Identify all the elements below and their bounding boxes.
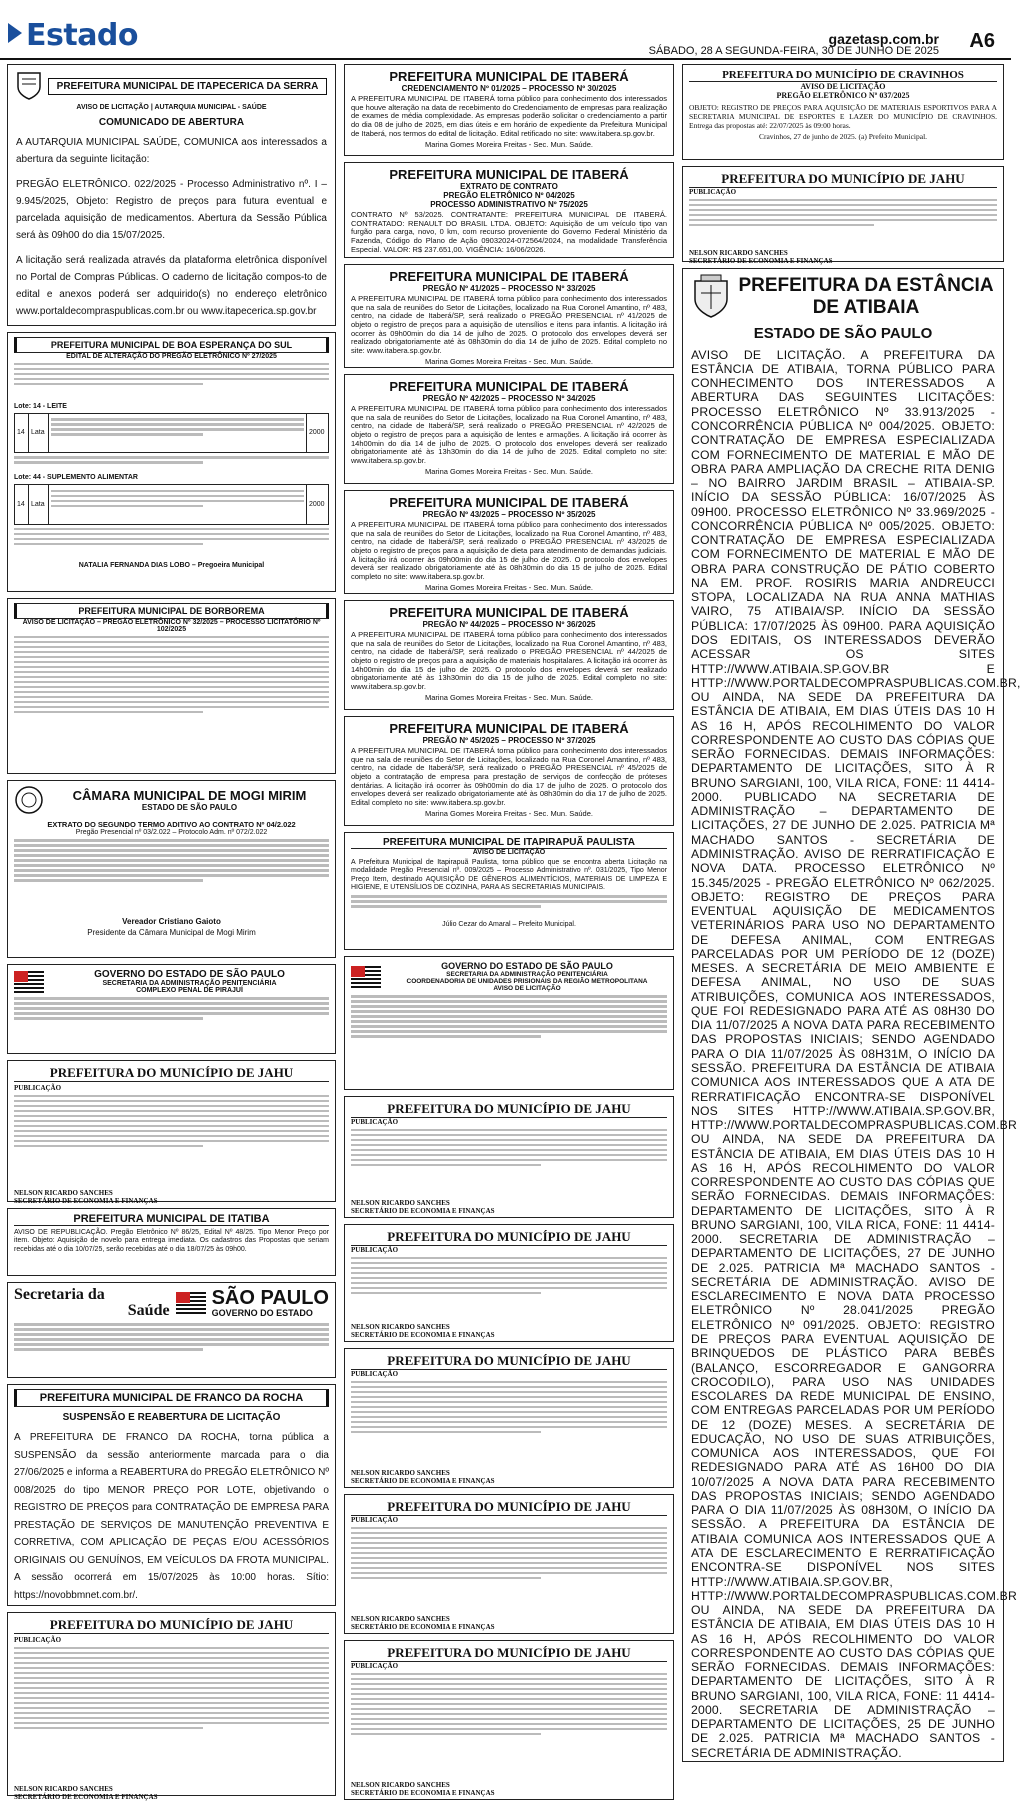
notice-signature: Marina Gomes Moreira Freitas - Sec. Mun. Saúde. xyxy=(425,467,593,477)
notice-title: PREFEITURA MUNICIPAL DE ITABERÁ xyxy=(389,167,629,182)
notice-title: PREFEITURA DO MUNICÍPIO DE JAHU xyxy=(351,1645,667,1662)
signature-name: NELSON RICARDO SANCHES xyxy=(351,1322,450,1331)
notice-label: PUBLICAÇÃO xyxy=(351,1662,399,1670)
notice-body-text: A PREFEITURA MUNICIPAL DE ITABERÁ torna público para conhecimento dos interessados que na sala de reuniões do Setor de Licitações, localizado na Rua Coronel Amantino, nº 483, centro, na cidade de Itaberá/SP, será realizado o PREGÃO PRESENCIAL nº 45/2025 de objeto a contratação de empresa para prestação de serviços de confecção de próteses dentárias. A licitação irá ocorrer às 09h00min do dia 17 de julho de 2025. O protocolo dos envelopes deverá ser realizado obrigatoriamente até às 08h30min do dia 17 de julho de 2025. Edital completo no site: www.itabera.sp.gov.br. xyxy=(351,746,667,807)
notice-title: GOVERNO DO ESTADO DE SÃO PAULO xyxy=(441,961,613,971)
notice-heading: SUSPENSÃO E REABERTURA DE LICITAÇÃO xyxy=(62,1412,281,1423)
notice-body-text xyxy=(14,1095,329,1189)
notice-title: PREFEITURA DO MUNICÍPIO DE JAHU xyxy=(14,1617,329,1634)
notice-cravinhos xyxy=(682,64,1004,160)
notice-signature: Marina Gomes Moreira Freitas - Sec. Mun. Saúde. xyxy=(425,140,593,150)
notice-label: PUBLICAÇÃO xyxy=(351,1246,399,1254)
notice-label: PUBLICAÇÃO xyxy=(351,1516,399,1524)
signature-role: Presidente da Câmara Municipal de Mogi Mirim xyxy=(87,928,256,937)
notice-secretaria-saude xyxy=(7,1282,336,1378)
notice-subtitle: AVISO DE LICITAÇÃO – PREGÃO ELETRÔNICO Nº 32/2025 – PROCESSO LICITATÓRIO Nº 102/2025 xyxy=(22,619,321,633)
notice-title: PREFEITURA DO MUNICÍPIO DE JAHU xyxy=(351,1101,667,1118)
flag-icon xyxy=(351,966,381,988)
notice-subtitle: PREGÃO Nº 43/2025 – PROCESSO Nº 35/2025 xyxy=(422,510,596,519)
header-rule xyxy=(0,58,1011,60)
notice-subtitle-2: COORDENADORIA DE UNIDADES PRISIONAIS DA REGIÃO METROPOLITANA xyxy=(406,978,648,985)
notice-title: PREFEITURA DO MUNICÍPIO DE JAHU xyxy=(351,1229,667,1246)
notice-title: PREFEITURA MUNICIPAL DE BORBOREMA xyxy=(14,603,329,619)
saude-label: Saúde xyxy=(127,1302,170,1319)
notice-body-text xyxy=(14,636,329,764)
table-row xyxy=(15,413,329,453)
notice-jahu xyxy=(344,1640,674,1800)
lote-2-label: Lote: 44 - SUPLEMENTO ALIMENTAR xyxy=(14,474,138,481)
notice-body-text xyxy=(351,1527,667,1615)
notice-franco-da-rocha xyxy=(7,1384,336,1606)
signature-role: SECRETÁRIO DE ECONOMIA E FINANÇAS xyxy=(689,256,833,265)
notice-title: PREFEITURA MUNICIPAL DE ITABERÁ xyxy=(389,69,629,84)
notice-signature: Marina Gomes Moreira Freitas - Sec. Mun. Saúde. xyxy=(425,357,593,367)
notice-signature: Júlio Cezar do Amaral – Prefeito Municipal. xyxy=(442,921,576,929)
notice-body-text xyxy=(351,1257,667,1323)
page-number: A6 xyxy=(969,30,995,52)
notice-itapecerica xyxy=(7,64,336,326)
signature-role: SECRETÁRIO DE ECONOMIA E FINANÇAS xyxy=(351,1206,495,1215)
items-table-2 xyxy=(14,484,329,525)
notice-body-text: A Prefeitura Municipal de Itapirapuã Paulista, torna público que se encontra aberta Licitação na modalidade Pregão Presencial nº. 009/2025 – Processo Administrativo nº. 031/2025, Tipo Menor Preço Item, destinado AQUISIÇÃO DE GÊNEROS ALIMENTÍCIOS, MATERIAIS DE LIMPEZA E HIGIENE, E UTENSÍLIOS DE COZINHA, PARA AS SECRETARIAS MUNICIPAIS. xyxy=(351,859,667,892)
notice-label: PUBLICAÇÃO xyxy=(14,1084,62,1092)
notice-jahu xyxy=(682,166,1004,265)
notice-itabera xyxy=(344,600,674,710)
column-1 xyxy=(7,64,336,1802)
notice-subtitle: SECRETARIA DA ADMINISTRAÇÃO PENITENCIÁRIA xyxy=(102,980,277,987)
notice-subtitle-2: PREGÃO ELETRÔNICO Nº 037/2025 xyxy=(776,91,910,100)
notice-body-text xyxy=(689,199,997,249)
notice-itabera xyxy=(344,64,674,156)
notice-body-text: A PREFEITURA MUNICIPAL DE ITABERÁ torna público para conhecimento dos interessados que na sala de reuniões do Setor de Licitações, localizado na Rua Coronel Amantino, nº 483, centro, na cidade de Itaberá/SP, será realizado o PREGÃO PRESENCIAL nº 43/2025 de objeto o registro de preços para a aquisição de dieta para atendimento de demandas judiciais. A licitação irá ocorrer às 09h00min do dia 15 de julho de 2025. O protocolo dos envelopes deverá ser realizado obrigatoriamente até às 08h30min do dia 15 de julho de 2025. Edital completo no site: www.itabera.sp.gov.br. xyxy=(351,520,667,581)
notice-title: PREFEITURA MUNICIPAL DE ITABERÁ xyxy=(389,721,629,736)
flag-icon xyxy=(176,1292,206,1314)
notice-body-text: A PREFEITURA DE FRANCO DA ROCHA, torna pública a SUSPENSÃO da sessão anteriormente marcada para o dia 27/06/2025 e informa a REABERTURA do PREGÃO ELETRÔNICO Nº 008/2025 do tipo MENOR PREÇO POR LOTE, objetivando o REGISTRO DE PREÇOS para CONTRATAÇÃO DE EMPRESA PARA PRESTAÇÃO DE SERVIÇOS DE MANUTENÇÃO PREVENTIVA E CORRETIVA, COM APLICAÇÃO DE PEÇAS E/OU ACESSÓRIOS ORIGINAIS OU GENUÍNOS, EM VEÍCULOS DA FROTA MUNICIPAL. A sessão ocorrerá em 15/07/2025 às 10:00 horas. Sítio: https://novobbmnet.com.br/. xyxy=(14,1432,329,1601)
notice-body-text xyxy=(14,997,329,1043)
notice-body-text: AVISO DE REPUBLICAÇÃO. Pregão Eletrônico Nº 86/25, Edital Nº 48/25. Tipo Menor Preço por item. Objeto: Aquisição de novelo para entrega imediata. Os cadastros das Propostas que seriam recebidas até o dia 10/07/25, serão recebidas até o dia 18/07/25 às 09h00. xyxy=(14,1229,329,1253)
section-title xyxy=(8,18,138,53)
notice-subtitle: SECRETARIA DA ADMINISTRAÇÃO PENITENCIÁRIA xyxy=(446,971,608,978)
notice-subtitle: PREGÃO Nº 45/2025 – PROCESSO Nº 37/2025 xyxy=(422,736,596,745)
seal-icon xyxy=(14,785,44,815)
notice-borborema xyxy=(7,598,336,774)
notice-heading: COMUNICADO DE ABERTURA xyxy=(98,117,245,128)
notice-body-text: CONTRATO Nº 53/2025. CONTRATANTE: PREFEITURA MUNICIPAL DE ITABERÁ. CONTRATADO: RENAULT DO BRASIL LTDA. OBJETO: Aquisição de um veículo tipo van furgão para carga, novo, 0 km, com recurso proveniente do Governo Federal Ministério da Fazenda, Código do Plano de Ação 09032024-072564/2024, na modalidade Transferência Especial. VALOR: R$ 237.651,00. VIGÊNCIA: 16/06/2026. xyxy=(351,210,667,254)
notice-subtitle: CREDENCIAMENTO Nº 01/2025 – PROCESSO Nº 30/2025 xyxy=(401,84,617,93)
sp-label: SÃO PAULO xyxy=(211,1287,329,1309)
signature-role: SECRETÁRIO DE ECONOMIA E FINANÇAS xyxy=(351,1476,495,1485)
secretaria-label: Secretaria da xyxy=(14,1286,105,1303)
notice-title: PREFEITURA MUNICIPAL DE BOA ESPERANÇA DO SUL xyxy=(14,337,329,353)
notice-label: PUBLICAÇÃO xyxy=(689,188,737,196)
notice-signature: NATALIA FERNANDA DIAS LOBO – Pregoeira Municipal xyxy=(78,561,265,569)
notice-body-text xyxy=(351,1673,667,1781)
notice-subtitle: EDITAL DE ALTERAÇÃO DO PREGÃO ELETRÔNICO Nº 27/2025 xyxy=(66,353,277,360)
notice-body-text xyxy=(14,363,329,403)
notice-body-text: OBJETO: REGISTRO DE PREÇOS PARA AQUISIÇÃO DE MATERIAIS ESPORTIVOS PARA A SECRETARIA MUNICIPAL DE ESPORTES E LAZER DO MUNICÍPIO DE CRAVINHOS. Entrega das propostas até: 22/07/2025 às 09:00 horas. xyxy=(689,103,997,130)
notice-body-text xyxy=(14,1323,329,1375)
notice-mogi-mirim xyxy=(7,780,336,958)
notice-subtitle: ESTADO DE SÃO PAULO xyxy=(753,324,933,342)
notice-governo-cda xyxy=(344,956,674,1090)
notice-body-text xyxy=(351,995,667,1073)
signature-role: SECRETÁRIO DE ECONOMIA E FINANÇAS xyxy=(351,1330,495,1339)
section-label: Estado xyxy=(26,18,139,53)
notice-body-text: AVISO DE LICITAÇÃO. A PREFEITURA DA ESTÂNCIA DE ATIBAIA, TORNA PÚBLICO PARA CONHECIMENTO DOS INTERESSADOS A ABERTURA DAS SEGUINTES LICITAÇÕES: PROCESSO ELETRÔNICO Nº 33.913/2025 - CONCORRÊNCIA PÚBLICA Nº 004/2025. OBJETO: CONTRATAÇÃO DE EMPRESA ESPECIALIZADA COM FORNECIMENTO DE MATERIAL E MÃO DE OBRA PARA AMPLIAÇÃO DA CRECHE RITA DENIG – NO BAIRRO JARDIM BRASIL – ATIBAIA-SP. INÍCIO DA SESSÃO PÚBLICA: 16/07/2025 ÀS 09H00. PROCESSO ELETRÔNICO Nº 33.969/2025 - CONCORRÊNCIA PÚBLICA Nº 005/2025. OBJETO: CONTRATAÇÃO DE EMPRESA ESPECIALIZADA COM FORNECIMENTO DE MATERIAL E MÃO DE OBRA PARA CONSTRUÇÃO DE PÁTIO COBERTO NA EM. PROF. ROSIRIS MARIA ANDREUCCI STOPA, LOCALIZADA NA RUA ANNA MATHIAS VAIRO, 75 ATIBAIA/SP. INÍCIO DA SESSÃO PÚBLICA: 17/07/2025 ÀS 09H00. PARA AQUISIÇÃO DOS EDITAIS, OS INTERESSADOS DEVERÃO ACESSAR OS SITES HTTP://WWW.ATIBAIA.SP.GOV.BR E HTTP://WWW.PORTALDECOMPRASPUBLICAS.COM.BR, OU AINDA, NA SEDE DA PREFEITURA DA ESTÂNCIA DE ATIBAIA, EM DIAS ÚTEIS DAS 10 H AS 16 H, APÓS RECOLHIMENTO DO VALOR CORRESPONDENTE AO CUSTO DAS CÓPIAS QUE SERÃO FORNECIDAS. DEMAIS INFORMAÇÕES: DEPARTAMENTO DE LICITAÇÕES, SITO À R BRUNO SARGIANI, 100, VILA RICA, FONE: 11 4414-2000. PUBLICADO NA SECRETARIA DE ADMINISTRAÇÃO – DEPARTAMENTO DE LICITAÇÕES, 27 DE JUNHO DE 2.025. PATRICIA Mª MACHADO SANTOS - SECRETÁRIA DE ADMINISTRAÇÃO. AVISO DE RERRATIFICAÇÃO E NOVA DATA. PROCESSO ELETRÔNICO Nº 15.345/2025 - PREGÃO ELETRÔNICO Nº 062/2025. OBJETO: REGISTRO DE PREÇOS PARA EVENTUAL AQUISIÇÃO DE MEDICAMENTOS VETERINÁRIOS PARA USO NO DEPARTAMENTO DE DEFESA ANIMAL, COM ENTREGAS PARCELADAS POR UM PERÍODO DE 12 (DOZE) MESES. A SECRETÁRIA DE MEIO AMBIENTE E DEFESA ANIMAL, NO USO DE SUAS ATRIBUIÇÕES, COMUNICA AOS INTERESSADOS, QUE FOI REDESIGNADO PARA ATÉ AS 08H30 DO DIA 11/07/2025 A NOVA DATA PARA RECEBIMENTO DAS PROPOSTAS INICIAIS; SENDO AGENDADO PARA O DIA 11/07/2025 ÀS 08H31M, O INÍCIO DA SESSÃO. PREFEITURA DA ESTÂNCIA DE ATIBAIA COMUNICA AOS INTERESSADOS QUE A ATA DE RERRATIFICAÇÃO ENCONTRA-SE DISPONÍVEL NOS SITES HTTP://WWW.ATIBAIA.SP.GOV.BR, HTTP://WWW.PORTALDECOMPRASPUBLICAS.COM.BR OU AINDA, NA SEDE DA PREFEITURA DA ESTÂNCIA DE ATIBAIA, EM DIAS ÚTEIS DAS 10 H AS 16 H, APÓS RECOLHIMENTO DO VALOR CORRESPONDENTE AO CUSTO DAS CÓPIAS QUE SERÃO FORNECIDAS. DEMAIS INFORMAÇÕES: DEPARTAMENTO DE LICITAÇÕES, SITO À R BRUNO SARGIANI, 100, VILA RICA, FONE: 11 4414-2000. SECRETARIA DE ADMINISTRAÇÃO – DEPARTAMENTO DE LICITAÇÕES, 27 DE JUNHO DE 2.025. PATRICIA Mª MACHADO SANTOS - SECRETÁRIA DE ADMINISTRAÇÃO. AVISO DE ESCLARECIMENTO E NOVA DATA PROCESSO ELETRÔNICO Nº 28.041/2025 PREGÃO ELETRÔNICO Nº 091/2025. OBJETO: REGISTRO DE PREÇOS PARA EVENTUAL AQUISIÇÃO DE BRINQUEDOS DE PLÁSTICO PARA BEBÊS (BALANÇO, ESCORREGADOR E GANGORRA CROCODILO), PARA USO NAS UNIDADES ESCOLARES DA REDE MUNICIPAL DE ENSINO, COM ENTREGAS PARCELADAS POR UM PERÍODO DE 12 (DOZE) MESES. A SECRETÁRIA DE EDUCAÇÃO, NO USO DE SUAS ATRIBUIÇÕES, COMUNICA AOS INTERESSADOS, QUE FOI REDESIGNADO PARA ATÉ AS 16H00 DO DIA 10/07/2025 A NOVA DATA PARA RECEBIMENTO DAS PROPOSTAS INICIAIS; SENDO AGENDADO PARA O DIA 11/07/2025 ÀS 08H30M, O INÍCIO DA SESSÃO. A PREFEITURA DA ESTÂNCIA DE ATIBAIA COMUNICA AOS INTERESSADOS QUE A ATA DE ESCLARECIMENTO E RERRATIFICAÇÃO ENCONTRA-SE DISPONÍVEL NOS SITES HTTP://WWW.ATIBAIA.SP.GOV.BR, HTTP://WWW.PORTALDECOMPRASPUBLICAS.COM.BR OU AINDA, NA SEDE DA PREFEITURA DA ESTÂNCIA DE ATIBAIA, EM DIAS ÚTEIS DAS 10 H AS 16 H, APÓS RECOLHIMENTO DO VALOR CORRESPONDENTE AO CUSTO DAS CÓPIAS QUE SERÃO FORNECIDAS. DEMAIS INFORMAÇÕES: DEPARTAMENTO DE LICITAÇÕES, SITO À R BRUNO SARGIANI, 100, VILA RICA, FONE: 11 4414-2000. SECRETARIA DE ADMINISTRAÇÃO – DEPARTAMENTO DE LICITAÇÕES, 25 DE JUNHO DE 2.025. PATRICIA Mª MACHADO SANTOS - SECRETÁRIA DE ADMINISTRAÇÃO. xyxy=(691,347,1021,1760)
signature-name: NELSON RICARDO SANCHES xyxy=(14,1784,113,1793)
item-description xyxy=(49,413,307,453)
signature-name: NELSON RICARDO SANCHES xyxy=(351,1468,450,1477)
notice-title: CÂMARA MUNICIPAL DE MOGI MIRIM xyxy=(72,788,307,803)
notice-itabera xyxy=(344,264,674,368)
crest-icon xyxy=(691,275,731,321)
notice-itabera xyxy=(344,716,674,826)
notice-boa-esperanca xyxy=(7,332,336,592)
notice-title: PREFEITURA MUNICIPAL DE ITABERÁ xyxy=(389,605,629,620)
item-unit: Lata xyxy=(29,413,49,453)
notice-jahu xyxy=(344,1224,674,1342)
issue-date: SÁBADO, 28 A SEGUNDA-FEIRA, 30 DE JUNHO DE 2025 xyxy=(648,45,939,57)
notice-subtitle: AVISO DE LICITAÇÃO | AUTARQUIA MUNICIPAL - SAÚDE xyxy=(76,104,267,111)
signature-name: NELSON RICARDO SANCHES xyxy=(351,1780,450,1789)
notice-signature: Marina Gomes Moreira Freitas - Sec. Mun. Saúde. xyxy=(425,809,593,819)
notice-atibaia xyxy=(682,268,1021,1762)
notice-body-text: A PREFEITURA MUNICIPAL DE ITABERÁ torna público para conhecimento dos interessados que na sala de reuniões do Setor de Licitações, localizado na Rua Coronel Amantino, nº 483, centro, na cidade de Itaberá/SP, será realizado o PREGÃO PRESENCIAL nº 41/2025 de objeto o registro de preços para a aquisição de utensílios e itens para infantis. A licitação irá ocorrer às 09h00min do dia 14 de julho de 2025. O protocolo dos envelopes deverá ser realizado obrigatoriamente até às 08h30min do dia 14 de julho de 2025. Edital completo no site: www.itabera.sp.gov.br. xyxy=(351,294,667,355)
flag-icon xyxy=(14,971,44,993)
notice-title: PREFEITURA MUNICIPAL DE ITAPECERICA DA SERRA xyxy=(48,78,327,95)
notice-title: PREFEITURA MUNICIPAL DE ITATIBA xyxy=(14,1213,329,1226)
notice-title: PREFEITURA DO MUNICÍPIO DE JAHU xyxy=(351,1353,667,1370)
notice-body-text: A PREFEITURA MUNICIPAL DE ITABERÁ torna público para conhecimento dos interessados que na sala de reuniões do Setor de Licitações, localizado na Rua Coronel Amantino, nº 483, centro, na cidade de Itaberá/SP, será realizado o PREGÃO PRESENCIAL nº 42/2025 de objeto o registro de preços para a aquisição de lentes e armações. A licitação irá ocorrer às 14h00min do dia 14 de julho de 2025. O protocolo dos envelopes deverá ser realizado obrigatoriamente até às 13h30min do dia 14 de julho de 2025. Edital completo no site: www.itabera.sp.gov.br. xyxy=(351,404,667,465)
table-row xyxy=(15,485,329,525)
notice-paragraph-1: A AUTARQUIA MUNICIPAL SAÚDE, COMUNICA aos interessados a abertura da seguinte licitação: xyxy=(16,137,327,165)
notice-body-text-3 xyxy=(14,528,329,560)
notice-paragraph-2: PREGÃO ELETRÔNICO. 022/2025 - Processo Administrativo nº. I – 9.945/2025, Objeto: Registro de preços para futura eventual e parcelada aquisição de medicamentos. Abertura da Sessão Pública será às 09h00 do dia 15/07/2025. xyxy=(16,179,327,241)
notice-subtitle: PREGÃO Nº 41/2025 – PROCESSO Nº 33/2025 xyxy=(422,284,596,293)
notice-signature: Marina Gomes Moreira Freitas - Sec. Mun. Saúde. xyxy=(425,583,593,593)
notice-itatiba xyxy=(7,1208,336,1276)
signature-name: NELSON RICARDO SANCHES xyxy=(689,248,788,257)
notice-title: PREFEITURA DO MUNICÍPIO DE JAHU xyxy=(689,171,997,188)
notice-label: PUBLICAÇÃO xyxy=(351,1118,399,1126)
notice-title: PREFEITURA DO MUNICÍPIO DE JAHU xyxy=(14,1065,329,1082)
notice-title: PREFEITURA MUNICIPAL DE FRANCO DA ROCHA xyxy=(14,1389,329,1407)
notice-body-text xyxy=(351,1381,667,1469)
column-3 xyxy=(682,64,1021,1762)
signature-role: SECRETÁRIO DE ECONOMIA E FINANÇAS xyxy=(351,1622,495,1631)
notice-itabera xyxy=(344,374,674,484)
notice-jahu-2 xyxy=(7,1612,336,1801)
notice-subtitle: PREGÃO Nº 42/2025 – PROCESSO Nº 34/2025 xyxy=(422,394,596,403)
item-number: 14 xyxy=(15,413,29,453)
item-quantity: 2000 xyxy=(307,485,329,525)
notice-subtitle-2: COMPLEXO PENAL DE PIRAJUÍ xyxy=(136,987,243,994)
signature-name: NELSON RICARDO SANCHES xyxy=(351,1614,450,1623)
column-2 xyxy=(344,64,674,1806)
notice-jahu xyxy=(7,1060,336,1205)
notice-body-text-2 xyxy=(14,456,329,474)
site-url[interactable]: gazetasp.com.br xyxy=(828,31,939,47)
item-quantity: 2000 xyxy=(307,413,329,453)
notice-subtitle-3: AVISO DE LICITAÇÃO xyxy=(493,985,561,992)
signature-name: NELSON RICARDO SANCHES xyxy=(14,1188,113,1197)
notice-itabera xyxy=(344,490,674,594)
notice-body-filler xyxy=(351,895,667,919)
notice-subtitle: PREGÃO Nº 44/2025 – PROCESSO Nº 36/2025 xyxy=(422,620,596,629)
notice-body-text: A PREFEITURA MUNICIPAL DE ITABERÁ torna público para conhecimento dos interessados que houve alteração na data de recebimento do Credenciamento de empresas para realização de exames de média complexidade. As empresas poderão solicitar o credenciamento a partir do dia 08 de julho de 2025, em dias úteis e em horário de expediente da Prefeitura Municipal de Itaberá, nos termos do edital de licitação. Edital retificado no site: www.itabera.sp.gov.br. xyxy=(351,94,667,138)
page-header xyxy=(0,0,1011,56)
item-number: 14 xyxy=(15,485,29,525)
notice-title: PREFEITURA MUNICIPAL DE ITABERÁ xyxy=(389,495,629,510)
notice-jahu xyxy=(344,1494,674,1634)
notice-body-text xyxy=(351,1129,667,1199)
notice-jahu xyxy=(344,1096,674,1218)
notice-governo-sp xyxy=(7,964,336,1054)
signature-role: SECRETÁRIO DE ECONOMIA E FINANÇAS xyxy=(14,1792,158,1801)
crest-icon xyxy=(16,71,42,101)
governo-label: GOVERNO DO ESTADO xyxy=(211,1308,313,1318)
notice-subtitle: ESTADO DE SÃO PAULO xyxy=(141,803,238,812)
notice-body-text xyxy=(14,839,329,915)
notice-title: PREFEITURA DO MUNICÍPIO DE CRAVINHOS xyxy=(689,69,997,82)
signature-name: Vereador Cristiano Gaioto xyxy=(122,917,221,926)
notice-label: PUBLICAÇÃO xyxy=(351,1370,399,1378)
notice-title: GOVERNO DO ESTADO DE SÃO PAULO xyxy=(94,969,285,980)
notice-title: PREFEITURA MUNICIPAL DE ITABERÁ xyxy=(389,379,629,394)
notice-itapirapua xyxy=(344,832,674,950)
notice-title: PREFEITURA DA ESTÂNCIA DE ATIBAIA xyxy=(738,275,994,318)
notice-label: PUBLICAÇÃO xyxy=(14,1636,62,1644)
item-unit: Lata xyxy=(29,485,49,525)
notice-title: PREFEITURA MUNICIPAL DE ITABERÁ xyxy=(389,269,629,284)
notice-title: PREFEITURA DO MUNICÍPIO DE JAHU xyxy=(351,1499,667,1516)
signature-role: SECRETÁRIO DE ECONOMIA E FINANÇAS xyxy=(14,1196,158,1205)
notice-signature: Cravinhos, 27 de junho de 2025. (a) Prefeito Municipal. xyxy=(758,132,928,141)
notice-body-text: A PREFEITURA MUNICIPAL DE ITABERÁ torna público para conhecimento dos interessados que na sala de reuniões do Setor de Licitações, localizado na Rua Coronel Amantino, nº 483, centro, na cidade de Itaberá/SP, será realizado o PREGÃO PRESENCIAL nº 44/2025 de objeto o registro de preços para a aquisição de materiais hospitalares. A licitação irá ocorrer às 14h00min do dia 15 de julho de 2025. O protocolo dos envelopes deverá ser realizado obrigatoriamente até às 13h30min do dia 15 de julho de 2025. Edital completo no site: www.itabera.sp.gov.br. xyxy=(351,630,667,691)
signature-name: NELSON RICARDO SANCHES xyxy=(351,1198,450,1207)
notice-signature: Marina Gomes Moreira Freitas - Sec. Mun. Saúde. xyxy=(425,693,593,703)
notice-paragraph-3: A licitação será realizada através da plataforma eletrônica disponível no Portal de Compras Públicas. O caderno de licitação compos-to de edital e anexos poderá ser adquirido(s) no endereço eletrônico www.portaldecompraspublicas.com.br ou www.itapecerica.sp.gov.br xyxy=(16,255,327,317)
notice-jahu xyxy=(344,1348,674,1488)
items-table-1 xyxy=(14,413,329,454)
arrow-icon xyxy=(8,23,22,43)
signature-role: SECRETÁRIO DE ECONOMIA E FINANÇAS xyxy=(351,1788,495,1797)
item-description xyxy=(49,485,307,525)
notice-subtitle: AVISO DE LICITAÇÃO xyxy=(472,849,546,856)
notice-subtitle: AVISO DE LICITAÇÃO xyxy=(800,82,886,91)
notice-body-text xyxy=(14,1647,329,1785)
notice-title: PREFEITURA MUNICIPAL DE ITAPIRAPUÃ PAULISTA xyxy=(351,837,667,849)
lote-1-label: Lote: 14 - LEITE xyxy=(14,402,67,410)
notice-heading: EXTRATO DO SEGUNDO TERMO ADITIVO AO CONTRATO Nº 04/2.022 xyxy=(47,820,296,829)
notice-itabera xyxy=(344,162,674,258)
notice-subtitle: EXTRATO DE CONTRATO PREGÃO ELETRÔNICO Nº 04/2025 PROCESSO ADMINISTRATIVO Nº 75/2025 xyxy=(430,182,588,209)
notice-heading-2: Pregão Presencial nº 03/2.022 – Protocolo Adm. nº 072/2.022 xyxy=(75,829,268,836)
